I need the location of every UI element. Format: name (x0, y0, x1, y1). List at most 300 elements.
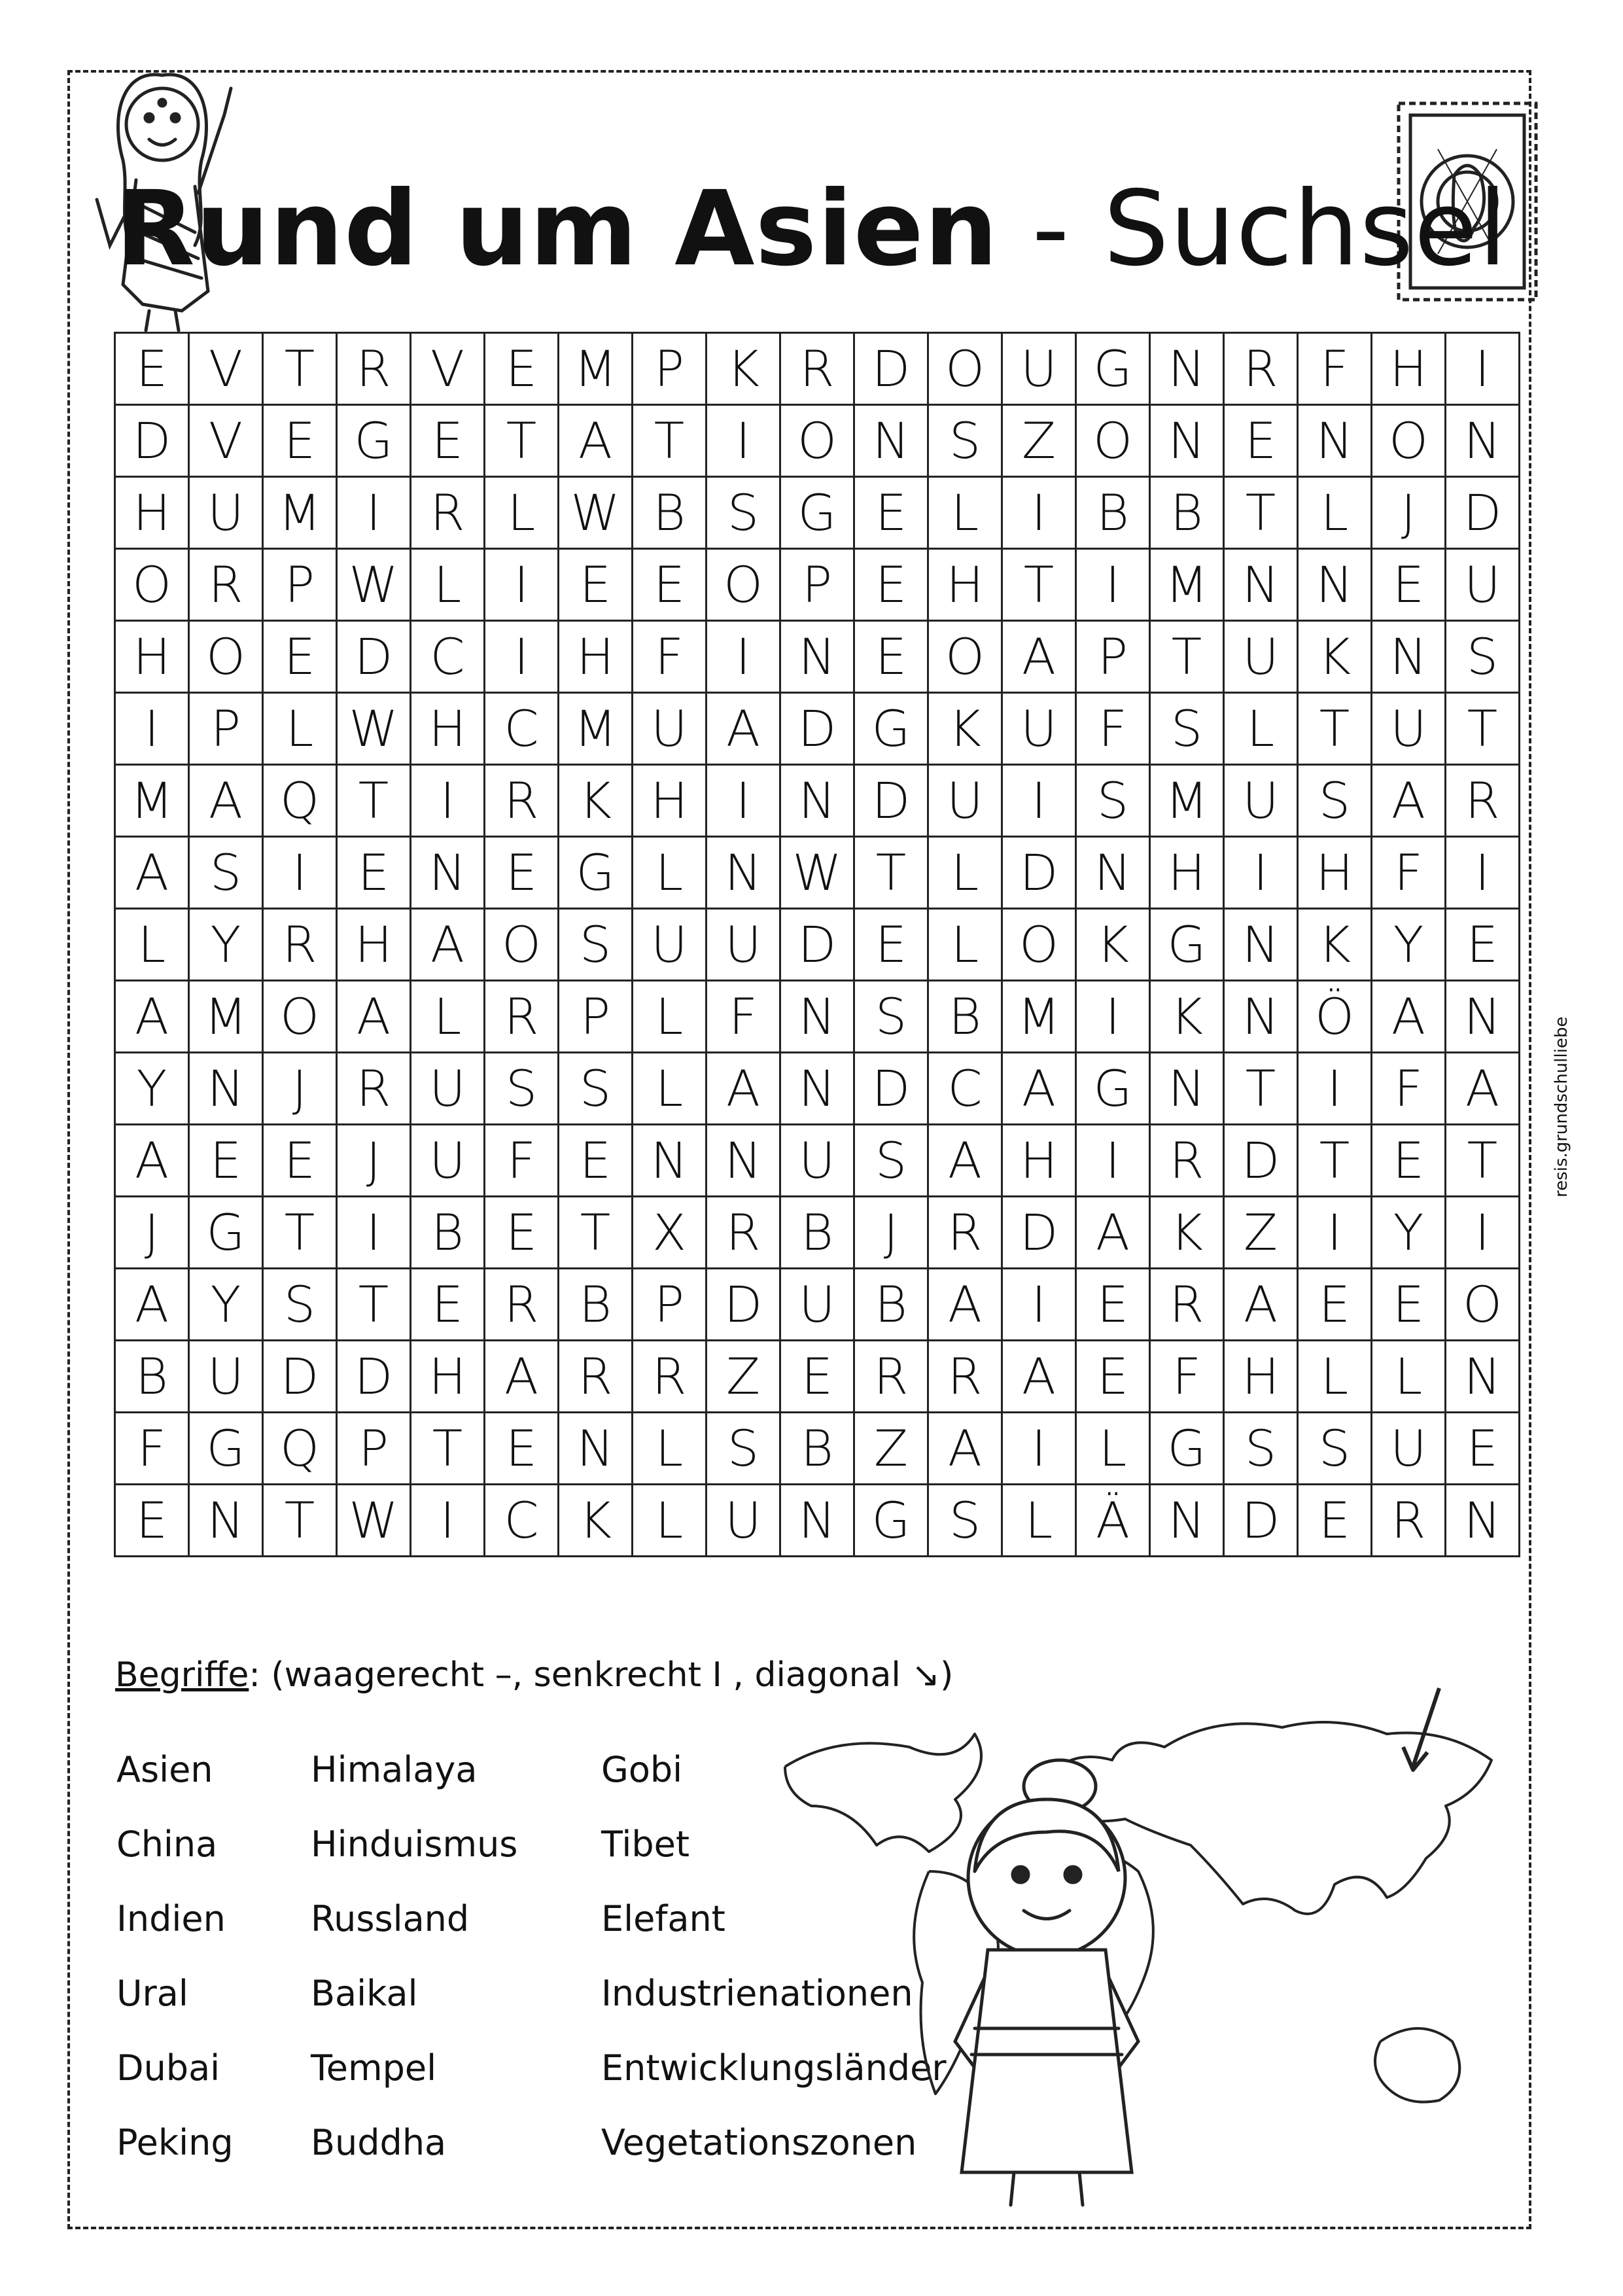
grid-cell[interactable]: V (411, 333, 485, 405)
grid-cell[interactable]: F (633, 621, 707, 693)
grid-cell[interactable]: H (411, 693, 485, 765)
grid-cell[interactable]: Z (1002, 405, 1076, 477)
grid-cell[interactable]: S (263, 1269, 337, 1341)
grid-cell[interactable]: A (1446, 1053, 1520, 1125)
grid-cell[interactable]: S (1150, 693, 1224, 765)
grid-cell[interactable]: T (1224, 1053, 1298, 1125)
grid-cell[interactable]: E (263, 405, 337, 477)
grid-cell[interactable]: K (1076, 909, 1150, 981)
grid-cell[interactable]: U (1372, 693, 1446, 765)
grid-cell[interactable]: M (189, 981, 263, 1053)
grid-cell[interactable]: R (485, 1269, 559, 1341)
grid-cell[interactable]: L (928, 477, 1002, 549)
grid-cell[interactable]: U (1446, 549, 1520, 621)
grid-cell[interactable]: T (263, 1485, 337, 1557)
grid-cell[interactable]: W (337, 1485, 411, 1557)
grid-cell[interactable]: I (1076, 1125, 1150, 1197)
grid-cell[interactable]: M (1150, 549, 1224, 621)
grid-cell[interactable]: E (337, 837, 411, 909)
grid-cell[interactable]: N (189, 1485, 263, 1557)
grid-cell[interactable]: Y (1372, 909, 1446, 981)
grid-cell[interactable]: N (780, 981, 854, 1053)
grid-cell[interactable]: U (780, 1125, 854, 1197)
grid-cell[interactable]: B (559, 1269, 633, 1341)
grid-cell[interactable]: T (337, 1269, 411, 1341)
grid-cell[interactable]: D (854, 333, 928, 405)
grid-cell[interactable]: I (1224, 837, 1298, 909)
grid-cell[interactable]: D (1446, 477, 1520, 549)
grid-cell[interactable]: G (780, 477, 854, 549)
grid-cell[interactable]: R (854, 1341, 928, 1413)
grid-cell[interactable]: I (1446, 837, 1520, 909)
grid-cell[interactable]: O (1372, 405, 1446, 477)
grid-cell[interactable]: I (1298, 1197, 1372, 1269)
grid-cell[interactable]: Y (189, 909, 263, 981)
grid-cell[interactable]: L (633, 837, 707, 909)
grid-cell[interactable]: O (263, 981, 337, 1053)
grid-cell[interactable]: A (928, 1269, 1002, 1341)
grid-cell[interactable]: O (115, 549, 189, 621)
grid-cell[interactable]: R (707, 1197, 780, 1269)
grid-cell[interactable]: A (928, 1413, 1002, 1485)
grid-cell[interactable]: S (189, 837, 263, 909)
grid-cell[interactable]: A (115, 981, 189, 1053)
grid-cell[interactable]: R (928, 1341, 1002, 1413)
grid-cell[interactable]: W (780, 837, 854, 909)
grid-cell[interactable]: N (1150, 1485, 1224, 1557)
grid-cell[interactable]: A (485, 1341, 559, 1413)
grid-cell[interactable]: O (1446, 1269, 1520, 1341)
grid-cell[interactable]: I (707, 621, 780, 693)
grid-cell[interactable]: B (115, 1341, 189, 1413)
grid-cell[interactable]: E (485, 1413, 559, 1485)
grid-cell[interactable]: A (189, 765, 263, 837)
grid-cell[interactable]: G (854, 693, 928, 765)
grid-cell[interactable]: Y (189, 1269, 263, 1341)
grid-cell[interactable]: A (707, 693, 780, 765)
grid-cell[interactable]: E (485, 837, 559, 909)
grid-cell[interactable]: U (189, 477, 263, 549)
grid-cell[interactable]: K (559, 1485, 633, 1557)
grid-cell[interactable]: S (854, 1125, 928, 1197)
grid-cell[interactable]: U (411, 1053, 485, 1125)
grid-cell[interactable]: H (115, 621, 189, 693)
grid-cell[interactable]: D (337, 1341, 411, 1413)
grid-cell[interactable]: I (263, 837, 337, 909)
grid-cell[interactable]: S (928, 405, 1002, 477)
grid-cell[interactable]: H (1150, 837, 1224, 909)
grid-cell[interactable]: F (1372, 837, 1446, 909)
grid-cell[interactable]: A (559, 405, 633, 477)
grid-cell[interactable]: G (1150, 1413, 1224, 1485)
grid-cell[interactable]: N (1372, 621, 1446, 693)
grid-cell[interactable]: K (928, 693, 1002, 765)
grid-cell[interactable]: F (707, 981, 780, 1053)
grid-cell[interactable]: F (1298, 333, 1372, 405)
grid-cell[interactable]: E (115, 333, 189, 405)
grid-cell[interactable]: I (1446, 333, 1520, 405)
grid-cell[interactable]: N (780, 765, 854, 837)
grid-cell[interactable]: I (485, 549, 559, 621)
grid-cell[interactable]: D (1002, 1197, 1076, 1269)
grid-cell[interactable]: N (1446, 405, 1520, 477)
grid-cell[interactable]: F (485, 1125, 559, 1197)
grid-cell[interactable]: G (854, 1485, 928, 1557)
grid-cell[interactable]: N (780, 1053, 854, 1125)
grid-cell[interactable]: U (1002, 333, 1076, 405)
grid-cell[interactable]: K (1150, 981, 1224, 1053)
grid-cell[interactable]: E (1076, 1341, 1150, 1413)
grid-cell[interactable]: D (1224, 1485, 1298, 1557)
grid-cell[interactable]: E (1298, 1485, 1372, 1557)
grid-cell[interactable]: D (1002, 837, 1076, 909)
grid-cell[interactable]: R (1372, 1485, 1446, 1557)
grid-cell[interactable]: N (1150, 405, 1224, 477)
grid-cell[interactable]: A (337, 981, 411, 1053)
grid-cell[interactable]: I (1076, 549, 1150, 621)
grid-cell[interactable]: Ä (1076, 1485, 1150, 1557)
grid-cell[interactable]: Y (1372, 1197, 1446, 1269)
grid-cell[interactable]: S (707, 477, 780, 549)
grid-cell[interactable]: K (707, 333, 780, 405)
grid-cell[interactable]: H (1298, 837, 1372, 909)
grid-cell[interactable]: L (1076, 1413, 1150, 1485)
grid-cell[interactable]: E (411, 1269, 485, 1341)
grid-cell[interactable]: P (633, 1269, 707, 1341)
grid-cell[interactable]: N (707, 837, 780, 909)
grid-cell[interactable]: L (633, 1485, 707, 1557)
grid-cell[interactable]: A (411, 909, 485, 981)
grid-cell[interactable]: J (115, 1197, 189, 1269)
grid-cell[interactable]: E (1372, 549, 1446, 621)
grid-cell[interactable]: J (337, 1125, 411, 1197)
grid-cell[interactable]: P (1076, 621, 1150, 693)
grid-cell[interactable]: I (115, 693, 189, 765)
grid-cell[interactable]: B (928, 981, 1002, 1053)
grid-cell[interactable]: S (1076, 765, 1150, 837)
grid-cell[interactable]: T (1446, 1125, 1520, 1197)
grid-cell[interactable]: R (1224, 333, 1298, 405)
grid-cell[interactable]: E (559, 549, 633, 621)
grid-cell[interactable]: S (707, 1413, 780, 1485)
grid-cell[interactable]: B (1076, 477, 1150, 549)
grid-cell[interactable]: H (1002, 1125, 1076, 1197)
grid-cell[interactable]: N (780, 621, 854, 693)
grid-cell[interactable]: P (633, 333, 707, 405)
grid-cell[interactable]: E (854, 909, 928, 981)
grid-cell[interactable]: H (1372, 333, 1446, 405)
grid-cell[interactable]: U (1224, 765, 1298, 837)
grid-cell[interactable]: L (411, 981, 485, 1053)
grid-cell[interactable]: E (1224, 405, 1298, 477)
grid-cell[interactable]: O (928, 621, 1002, 693)
grid-cell[interactable]: N (707, 1125, 780, 1197)
grid-cell[interactable]: A (1076, 1197, 1150, 1269)
grid-cell[interactable]: A (1372, 765, 1446, 837)
grid-cell[interactable]: P (189, 693, 263, 765)
grid-cell[interactable]: K (1298, 621, 1372, 693)
grid-cell[interactable]: T (1224, 477, 1298, 549)
grid-cell[interactable]: T (633, 405, 707, 477)
grid-cell[interactable]: Z (1224, 1197, 1298, 1269)
grid-cell[interactable]: N (189, 1053, 263, 1125)
grid-cell[interactable]: O (707, 549, 780, 621)
grid-cell[interactable]: E (854, 621, 928, 693)
grid-cell[interactable]: S (1298, 765, 1372, 837)
grid-cell[interactable]: A (1224, 1269, 1298, 1341)
grid-cell[interactable]: R (263, 909, 337, 981)
grid-cell[interactable]: L (1298, 477, 1372, 549)
grid-cell[interactable]: G (337, 405, 411, 477)
grid-cell[interactable]: R (485, 765, 559, 837)
grid-cell[interactable]: T (263, 1197, 337, 1269)
grid-cell[interactable]: T (1150, 621, 1224, 693)
grid-cell[interactable]: E (1076, 1269, 1150, 1341)
grid-cell[interactable]: C (928, 1053, 1002, 1125)
grid-cell[interactable]: K (1150, 1197, 1224, 1269)
grid-cell[interactable]: E (559, 1125, 633, 1197)
grid-cell[interactable]: J (263, 1053, 337, 1125)
grid-cell[interactable]: O (485, 909, 559, 981)
grid-cell[interactable]: I (411, 765, 485, 837)
grid-cell[interactable]: D (780, 909, 854, 981)
grid-cell[interactable]: D (854, 1053, 928, 1125)
grid-cell[interactable]: E (1446, 1413, 1520, 1485)
grid-cell[interactable]: V (189, 405, 263, 477)
grid-cell[interactable]: S (1446, 621, 1520, 693)
grid-cell[interactable]: E (485, 333, 559, 405)
grid-cell[interactable]: L (928, 909, 1002, 981)
grid-cell[interactable]: T (337, 765, 411, 837)
grid-cell[interactable]: E (263, 621, 337, 693)
grid-cell[interactable]: M (263, 477, 337, 549)
grid-cell[interactable]: P (780, 549, 854, 621)
grid-cell[interactable]: O (189, 621, 263, 693)
grid-cell[interactable]: W (559, 477, 633, 549)
grid-cell[interactable]: R (1150, 1269, 1224, 1341)
grid-cell[interactable]: B (411, 1197, 485, 1269)
grid-cell[interactable]: U (411, 1125, 485, 1197)
grid-cell[interactable]: E (411, 405, 485, 477)
grid-cell[interactable]: F (1372, 1053, 1446, 1125)
grid-cell[interactable]: J (854, 1197, 928, 1269)
grid-cell[interactable]: R (780, 333, 854, 405)
grid-cell[interactable]: T (411, 1413, 485, 1485)
grid-cell[interactable]: O (1076, 405, 1150, 477)
grid-cell[interactable]: W (337, 549, 411, 621)
grid-cell[interactable]: C (411, 621, 485, 693)
grid-cell[interactable]: I (707, 765, 780, 837)
grid-cell[interactable]: S (1298, 1413, 1372, 1485)
grid-cell[interactable]: S (559, 1053, 633, 1125)
grid-cell[interactable]: N (1150, 333, 1224, 405)
grid-cell[interactable]: A (1002, 1053, 1076, 1125)
grid-cell[interactable]: R (1150, 1125, 1224, 1197)
grid-cell[interactable]: G (1150, 909, 1224, 981)
grid-cell[interactable]: Ö (1298, 981, 1372, 1053)
grid-cell[interactable]: T (854, 837, 928, 909)
grid-cell[interactable]: M (559, 333, 633, 405)
grid-cell[interactable]: I (1002, 1413, 1076, 1485)
grid-cell[interactable]: S (854, 981, 928, 1053)
grid-cell[interactable]: D (707, 1269, 780, 1341)
grid-cell[interactable]: L (115, 909, 189, 981)
grid-cell[interactable]: I (1446, 1197, 1520, 1269)
grid-cell[interactable]: S (485, 1053, 559, 1125)
grid-cell[interactable]: N (559, 1413, 633, 1485)
grid-cell[interactable]: D (1224, 1125, 1298, 1197)
grid-cell[interactable]: T (1002, 549, 1076, 621)
grid-cell[interactable]: A (1372, 981, 1446, 1053)
grid-cell[interactable]: A (1002, 1341, 1076, 1413)
grid-cell[interactable]: N (1446, 1341, 1520, 1413)
grid-cell[interactable]: G (559, 837, 633, 909)
grid-cell[interactable]: E (1372, 1125, 1446, 1197)
grid-cell[interactable]: N (411, 837, 485, 909)
grid-cell[interactable]: N (1446, 981, 1520, 1053)
grid-cell[interactable]: E (485, 1197, 559, 1269)
grid-cell[interactable]: U (633, 693, 707, 765)
grid-cell[interactable]: I (337, 1197, 411, 1269)
grid-cell[interactable]: H (115, 477, 189, 549)
grid-cell[interactable]: R (189, 549, 263, 621)
grid-cell[interactable]: R (337, 333, 411, 405)
grid-cell[interactable]: V (189, 333, 263, 405)
grid-cell[interactable]: T (263, 333, 337, 405)
grid-cell[interactable]: T (1298, 1125, 1372, 1197)
grid-cell[interactable]: A (115, 837, 189, 909)
grid-cell[interactable]: C (485, 1485, 559, 1557)
grid-cell[interactable]: N (1224, 981, 1298, 1053)
grid-cell[interactable]: L (1002, 1485, 1076, 1557)
grid-cell[interactable]: B (780, 1197, 854, 1269)
grid-cell[interactable]: Z (707, 1341, 780, 1413)
grid-cell[interactable]: N (1446, 1485, 1520, 1557)
grid-cell[interactable]: R (559, 1341, 633, 1413)
grid-cell[interactable]: A (115, 1125, 189, 1197)
grid-cell[interactable]: F (1076, 693, 1150, 765)
grid-cell[interactable]: I (1298, 1053, 1372, 1125)
grid-cell[interactable]: K (559, 765, 633, 837)
grid-cell[interactable]: L (633, 1053, 707, 1125)
grid-cell[interactable]: L (1372, 1341, 1446, 1413)
grid-cell[interactable]: I (411, 1485, 485, 1557)
grid-cell[interactable]: I (1002, 477, 1076, 549)
grid-cell[interactable]: L (1224, 693, 1298, 765)
grid-cell[interactable]: U (1372, 1413, 1446, 1485)
grid-cell[interactable]: G (189, 1413, 263, 1485)
grid-cell[interactable]: N (1224, 909, 1298, 981)
grid-cell[interactable]: M (1002, 981, 1076, 1053)
grid-cell[interactable]: A (928, 1125, 1002, 1197)
grid-cell[interactable]: B (780, 1413, 854, 1485)
grid-cell[interactable]: I (1002, 1269, 1076, 1341)
grid-cell[interactable]: G (1076, 1053, 1150, 1125)
grid-cell[interactable]: T (1446, 693, 1520, 765)
grid-cell[interactable]: E (854, 477, 928, 549)
grid-cell[interactable]: D (337, 621, 411, 693)
grid-cell[interactable]: O (1002, 909, 1076, 981)
grid-cell[interactable]: E (115, 1485, 189, 1557)
grid-cell[interactable]: I (485, 621, 559, 693)
grid-cell[interactable]: E (1446, 909, 1520, 981)
grid-cell[interactable]: T (1298, 693, 1372, 765)
grid-cell[interactable]: P (263, 549, 337, 621)
grid-cell[interactable]: M (559, 693, 633, 765)
grid-cell[interactable]: R (928, 1197, 1002, 1269)
grid-cell[interactable]: U (780, 1269, 854, 1341)
grid-cell[interactable]: K (1298, 909, 1372, 981)
grid-cell[interactable]: E (780, 1341, 854, 1413)
grid-cell[interactable]: R (633, 1341, 707, 1413)
grid-cell[interactable]: S (1224, 1413, 1298, 1485)
grid-cell[interactable]: L (633, 981, 707, 1053)
grid-cell[interactable]: L (633, 1413, 707, 1485)
grid-cell[interactable]: P (559, 981, 633, 1053)
grid-cell[interactable]: H (559, 621, 633, 693)
grid-cell[interactable]: A (1002, 621, 1076, 693)
grid-cell[interactable]: U (1002, 693, 1076, 765)
grid-cell[interactable]: T (559, 1197, 633, 1269)
grid-cell[interactable]: Q (263, 765, 337, 837)
grid-cell[interactable]: N (1224, 549, 1298, 621)
grid-cell[interactable]: N (1298, 549, 1372, 621)
grid-cell[interactable]: M (1150, 765, 1224, 837)
grid-cell[interactable]: E (189, 1125, 263, 1197)
grid-cell[interactable]: U (189, 1341, 263, 1413)
grid-cell[interactable]: B (633, 477, 707, 549)
grid-cell[interactable]: H (633, 765, 707, 837)
grid-cell[interactable]: B (854, 1269, 928, 1341)
grid-cell[interactable]: G (189, 1197, 263, 1269)
grid-cell[interactable]: J (1372, 477, 1446, 549)
grid-cell[interactable]: N (780, 1485, 854, 1557)
grid-cell[interactable]: U (707, 1485, 780, 1557)
grid-cell[interactable]: R (411, 477, 485, 549)
grid-cell[interactable]: H (411, 1341, 485, 1413)
grid-cell[interactable]: F (115, 1413, 189, 1485)
grid-cell[interactable]: Z (854, 1413, 928, 1485)
grid-cell[interactable]: E (1298, 1269, 1372, 1341)
grid-cell[interactable]: N (633, 1125, 707, 1197)
grid-cell[interactable]: U (928, 765, 1002, 837)
grid-cell[interactable]: B (1150, 477, 1224, 549)
grid-cell[interactable]: U (633, 909, 707, 981)
grid-cell[interactable]: E (263, 1125, 337, 1197)
grid-cell[interactable]: N (854, 405, 928, 477)
grid-cell[interactable]: E (854, 549, 928, 621)
grid-cell[interactable]: E (633, 549, 707, 621)
grid-cell[interactable]: R (485, 981, 559, 1053)
grid-cell[interactable]: U (707, 909, 780, 981)
grid-cell[interactable]: S (559, 909, 633, 981)
grid-cell[interactable]: Q (263, 1413, 337, 1485)
grid-cell[interactable]: I (1076, 981, 1150, 1053)
grid-cell[interactable]: A (707, 1053, 780, 1125)
grid-cell[interactable]: D (263, 1341, 337, 1413)
grid-cell[interactable]: Y (115, 1053, 189, 1125)
grid-cell[interactable]: D (115, 405, 189, 477)
grid-cell[interactable]: N (1076, 837, 1150, 909)
grid-cell[interactable]: C (485, 693, 559, 765)
grid-cell[interactable]: O (928, 333, 1002, 405)
grid-cell[interactable]: R (337, 1053, 411, 1125)
grid-cell[interactable]: G (1076, 333, 1150, 405)
grid-cell[interactable]: L (928, 837, 1002, 909)
grid-cell[interactable]: L (411, 549, 485, 621)
grid-cell[interactable]: T (485, 405, 559, 477)
grid-cell[interactable]: H (337, 909, 411, 981)
